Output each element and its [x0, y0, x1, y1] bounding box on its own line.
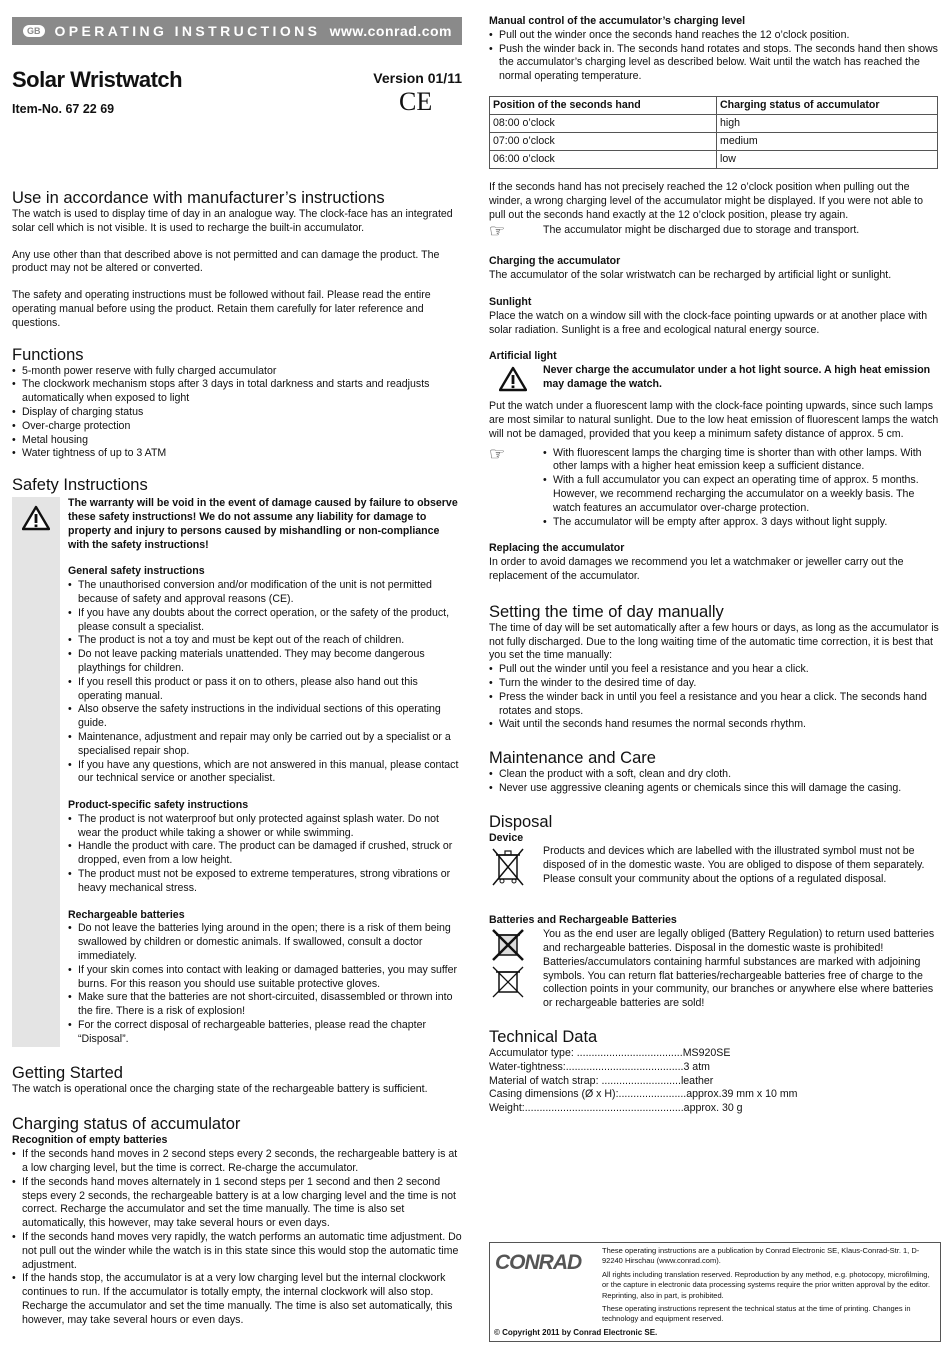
technical-row	[489, 1088, 939, 1102]
section-manual-control	[489, 15, 939, 242]
list-item: • If you have any doubts about the correct operation, or the safety of the product, please consult a specialist.	[68, 607, 462, 635]
list-item: • The accumulator will be empty after approx. 3 days without light supply.	[543, 516, 939, 530]
list-item: • Also observe the safety instructions in the individual sections of this operating guide.	[68, 703, 462, 731]
section-getting-started	[12, 1063, 462, 1097]
batteries-block	[489, 928, 939, 1011]
list-item: • Clean the product with a soft, clean and dry cloth.	[489, 768, 939, 782]
list-item: • With a full accumulator you can expect an operating time of approx. 5 months. However, we recommend recharging the accumulator on a weekly basis. The watch features an accumulator over-charge protection.	[543, 474, 939, 515]
language-badge: GB	[23, 25, 45, 37]
sunlight-text: Place the watch on a window sill with the clock-face pointing upwards or at another place with solar radiation. Sunlight is a free and ecological natural energy source.	[489, 309, 928, 336]
tech-value: approx. 30 g	[683, 1102, 743, 1115]
getting-started-text: The watch is operational once the charging state of the rechargeable battery is sufficient.	[12, 1082, 428, 1095]
manual-control-title: Manual control of the accumulator’s charging level	[489, 15, 746, 27]
replace-title: Replacing the accumulator	[489, 542, 625, 555]
imprint-text	[602, 1246, 936, 1325]
list-item: • Metal housing	[12, 434, 462, 448]
list-item: • If the hands stop, the accumulator is at a very low charging level but the internal clockwork continues to run. If the accumulator is totally empty, the internal clockwork will also stop. Recharge the accumulator and set the time manually. The time is also set automatically, this however, may take several hours or even days.	[12, 1272, 462, 1327]
product-safety-list	[68, 813, 462, 896]
copyright: © Copyright 2011 by Conrad Electronic SE.	[494, 1328, 658, 1337]
header-title: OPERATING INSTRUCTIONS	[54, 23, 321, 39]
list-item: • The product must not be exposed to extreme temperatures, strong vibrations or heavy mechanical stress.	[68, 868, 462, 896]
list-item: • 5-month power reserve with fully charged accumulator	[12, 365, 462, 379]
list-item: • If the seconds hand moves very rapidly, the watch performs an automatic time adjustment. Do not pull out the winder while the watch is in this state since this would stop the automatic time adjustment.	[12, 1231, 462, 1272]
storage-note	[489, 221, 939, 242]
tech-value: leather	[680, 1074, 714, 1087]
setting-time-title: Setting the time of day manually	[489, 602, 724, 621]
battery-bin-icon	[489, 928, 527, 964]
safety-title: Safety Instructions	[12, 476, 148, 495]
list-item: • The product is not waterproof but only protected against splash water. Do not wear the product while taking a shower or while swimming.	[68, 813, 462, 841]
section-charging-status	[12, 1114, 462, 1327]
table-cell: 08:00 o’clock	[490, 114, 717, 132]
list-item: • Wait until the seconds hand resumes the normal seconds rhythm.	[489, 718, 939, 732]
battery-bin-icons	[489, 928, 543, 1011]
lamp-notes	[489, 443, 939, 530]
maintenance-list	[489, 768, 939, 796]
technical-row	[489, 1075, 939, 1089]
list-item: • Display of charging status	[12, 406, 462, 420]
charging-status-list	[12, 1148, 462, 1327]
right-column	[489, 15, 939, 1116]
product-title: Solar Wristwatch	[12, 67, 183, 92]
list-item: • If the seconds hand moves in 2 second steps every 2 seconds, the rechargeable battery is at a low charging level, but the time is correct. Re-charge the accumulator.	[12, 1148, 462, 1176]
table-cell: 07:00 o’clock	[490, 132, 717, 150]
list-item: • If you resell this product or pass it on to others, please also hand out this operating manual.	[68, 676, 462, 704]
table-row	[490, 150, 938, 168]
ce-mark-icon: CE	[399, 87, 433, 116]
list-item: • With fluorescent lamps the charging time is shorter than with other lamps. With other lamps with a higher heat emission keep a sufficient distance.	[543, 447, 939, 475]
artificial-text: Put the watch under a fluorescent lamp with the clock-face pointing upwards, since such lamps are most similar to natural sunlight. Due to the low heat emission of fluorescent lamps the watch will not be damaged, provided that you keep a minimum safety distance of approx. 5 cm.	[489, 400, 939, 440]
use-p3: The safety and operating instructions must be followed without fail. Please read the entire operating manual before using the product. Retain them carefully for later reference and questions.	[12, 289, 431, 329]
tech-leader-dots: ...........................	[601, 1074, 681, 1087]
artificial-light-title: Artificial light	[489, 350, 557, 363]
general-safety-list	[68, 579, 462, 786]
list-item: • If you have any questions, which are not answered in this manual, please contact our technical service or another specialist.	[68, 759, 462, 787]
section-use	[12, 188, 462, 331]
warning-icon	[22, 505, 50, 531]
warning-icon-wrap	[489, 364, 543, 393]
list-item: • Pull out the winder until you feel a resistance and you hear a click.	[489, 663, 939, 677]
table-header: Position of the seconds hand	[490, 96, 717, 114]
header-url[interactable]: www.conrad.com	[329, 23, 452, 39]
technical-row	[489, 1047, 939, 1061]
technical-row	[489, 1102, 939, 1116]
list-item: • Press the winder back in until you feel a resistance and you hear a click. The seconds hand rotates and stops.	[489, 691, 939, 719]
artificial-warning-text: Never charge the accumulator under a hot light source. A high heat emission may damage the watch.	[543, 364, 931, 390]
imprint-p3: These operating instructions represent the technical status at the time of printing. Changes in technology and equipment reserved.	[602, 1304, 911, 1324]
list-item: • For the correct disposal of rechargeable batteries, please read the chapter “Disposal”.	[68, 1019, 462, 1047]
table-cell: low	[717, 150, 938, 168]
batteries-title: Batteries and Rechargeable Batteries	[489, 914, 677, 927]
left-column	[12, 0, 462, 1328]
artificial-warning	[489, 364, 939, 393]
charging-text: The accumulator of the solar wristwatch can be recharged by artificial light or sunlight.	[489, 269, 892, 282]
list-item: • Make sure that the batteries are not short-circuited, disassembled or thrown into the fire. There is a risk of explosion!	[68, 991, 462, 1019]
tech-leader-dots: ....................................	[576, 1047, 683, 1060]
list-item: • Do not leave the batteries lying around in the open; there is a risk of them being swallowed by children or domestic animals. If swallowed, consult a doctor immediately.	[68, 922, 462, 963]
batteries-text: You as the end user are legally obliged (Battery Regulation) to return used batteries and rechargeable batteries. Disposal in the domestic waste is prohibited! Batteries/accumulators containing harmful substances are marked with adjoining symbols. You can return flat batteries/rechargeable batteries free of charge to the collection points in your community, our branches or anywhere else where batteries or rechargeable batteries are sold!	[543, 928, 935, 1010]
safety-sidebar	[12, 497, 60, 1046]
batteries-safety-list	[68, 922, 462, 1046]
table-row	[490, 114, 938, 132]
imprint-box	[489, 1242, 941, 1342]
safety-box	[12, 497, 462, 1046]
list-item: • Pull out the winder once the seconds hand reaches the 12 o’clock position.	[489, 29, 939, 43]
technical-title: Technical Data	[489, 1028, 598, 1047]
table-cell: medium	[717, 132, 938, 150]
storage-note-text: The accumulator might be discharged due to storage and transport.	[543, 224, 860, 237]
list-item: • The unauthorised conversion and/or modification of the unit is not permitted because of safety and approval reasons (CE).	[68, 579, 462, 607]
tech-leader-dots: ......................................................	[524, 1102, 684, 1115]
tech-label: Water-tightness:	[489, 1060, 566, 1073]
table-row	[490, 132, 938, 150]
tech-leader-dots: .......................	[618, 1088, 687, 1101]
device-text: Products and devices which are labelled with the illustrated symbol must not be disposed of in the domestic waste. You are obliged to dispose of them separately. Please consult your community about the options of a regulated disposal.	[543, 845, 925, 886]
charging-status-title: Charging status of accumulator	[12, 1115, 241, 1134]
list-item: • Water tightness of up to 3 ATM	[12, 447, 462, 461]
crossed-bin-icon-wrap	[489, 845, 543, 892]
lamp-notes-list	[543, 447, 939, 530]
use-title: Use in accordance with manufacturer’s instructions	[12, 189, 385, 207]
list-item: • Maintenance, adjustment and repair may only be carried out by a specialist or a specialised repair shop.	[68, 731, 462, 759]
tech-leader-dots: ........................................	[565, 1060, 684, 1073]
tech-label: Material of watch strap:	[489, 1074, 602, 1087]
technical-row	[489, 1061, 939, 1075]
functions-list	[12, 365, 462, 462]
list-item: • Handle the product with care. The product can be damaged if crushed, struck or dropped, even from a low height.	[68, 840, 462, 868]
tech-value: approx.39 mm x 10 mm	[686, 1088, 798, 1101]
tech-label: Weight:	[489, 1102, 525, 1115]
hand-pointer-icon: ☞	[489, 443, 506, 464]
tech-label: Casing dimensions (Ø x H):	[489, 1088, 619, 1101]
replace-text: In order to avoid damages we recommend you let a watchmaker or jeweller carry out the replacement of the accumulator.	[489, 556, 904, 582]
imprint-p2: All rights including translation reserved. Reproduction by any method, e.g. photocopy, microfilming, or the capture in electronic data processing systems require the prior written approval by the editor. Reprinting, also in part, is prohibited.	[602, 1269, 931, 1300]
product-safety-title: Product-specific safety instructions	[68, 799, 249, 812]
tech-value: MS920SE	[682, 1047, 731, 1060]
use-p1: The watch is used to display time of day in an analogue way. The clock-face has an integrated solar cell which is not visible. It is used to recharge the built-in accumulator.	[12, 208, 453, 234]
section-maintenance	[489, 748, 939, 796]
table-cell: 06:00 o’clock	[490, 150, 717, 168]
section-technical	[489, 1027, 939, 1116]
general-safety-title: General safety instructions	[68, 565, 205, 578]
setting-time-list	[489, 663, 939, 732]
list-item: • Turn the winder to the desired time of day.	[489, 677, 939, 691]
section-safety	[12, 475, 462, 1046]
list-item: • The clockwork mechanism stops after 3 days in total darkness and starts and readjusts automatically when exposed to light	[12, 378, 462, 406]
version-label: Version 01/11	[373, 70, 462, 86]
table-header-row	[490, 96, 938, 114]
section-disposal	[489, 812, 939, 1011]
manual-control-list	[489, 29, 939, 84]
section-functions	[12, 345, 462, 462]
imprint-p1: These operating instructions are a publication by Conrad Electronic SE, Klaus-Conrad-Str. 1, D-92240 Hirschau (www.conrad.com).	[602, 1246, 920, 1266]
title-block	[12, 67, 462, 147]
maintenance-title: Maintenance and Care	[489, 749, 656, 768]
crossed-bin-icon	[489, 847, 527, 891]
device-title: Device	[489, 831, 524, 844]
setting-time-text: The time of day will be set automatically after a few hours or days, as long as the accumulator is not fully discharged. Due to the long waiting time of the automatic time correction, it is best that you set the time manually:	[489, 621, 939, 662]
use-p2: Any use other than that described above is not permitted and can damage the product. The product may not be altered or converted.	[12, 248, 440, 275]
disposal-title: Disposal	[489, 812, 553, 831]
list-item: • If the seconds hand moves alternately in 1 second steps per 1 second and then 2 second steps every 2 seconds, the rechargeable battery is at a low charging level and the time is not correct. Recharge the accumulator and set the time manually. The time is also set automatically, this however, may take several hours or even days.	[12, 1176, 462, 1231]
list-item: • If your skin comes into contact with leaking or damaged batteries, you may suffer burns. For this reason you should use suitable protective gloves.	[68, 964, 462, 992]
header-bar	[12, 17, 462, 45]
charging-level-table	[489, 96, 938, 169]
section-setting-time	[489, 602, 939, 732]
tech-label: Accumulator type:	[489, 1047, 577, 1060]
table-cell: high	[717, 114, 938, 132]
safety-warning: The warranty will be void in the event of damage caused by failure to observe these safety instructions! We do not assume any liability for damage to property and injury to persons caused by mishandling or non-compliance with the safety instructions!	[68, 497, 458, 551]
conrad-logo: CONRAD	[495, 1251, 582, 1274]
list-item: • Do not leave packing materials unattended. They may become dangerous playthings for children.	[68, 648, 462, 676]
batteries-safety-title: Rechargeable batteries	[68, 908, 185, 921]
manual-control-after: If the seconds hand has not precisely reached the 12 o’clock position when pulling out the winder, a wrong charging level of the accumulator might be displayed. If you were not able to pull out the seconds hand exactly at the 12 o’clock position, please try again.	[489, 180, 924, 221]
functions-title: Functions	[12, 345, 84, 364]
list-item: • The product is not a toy and must be kept out of the reach of children.	[68, 634, 462, 648]
crossed-bin-icon	[489, 965, 527, 1001]
warning-icon	[499, 366, 527, 392]
charging-title: Charging the accumulator	[489, 255, 621, 268]
getting-started-title: Getting Started	[12, 1063, 123, 1082]
device-block	[489, 845, 939, 892]
section-charging	[489, 255, 939, 583]
tech-value: 3 atm	[683, 1060, 710, 1073]
list-item: • Never use aggressive cleaning agents or chemicals since this will damage the casing.	[489, 782, 939, 796]
sunlight-title: Sunlight	[489, 295, 532, 308]
item-number: Item-No. 67 22 69	[12, 102, 115, 116]
safety-content	[60, 497, 462, 1046]
charging-status-sub: Recognition of empty batteries	[12, 1134, 168, 1147]
list-item: • Push the winder back in. The seconds hand rotates and stops. The seconds hand then shows the accumulator’s charging level as described below. Wait until the watch has reached the normal operating temperature.	[489, 43, 939, 84]
table-header: Charging status of accumulator	[717, 96, 938, 114]
list-item: • Over-charge protection	[12, 420, 462, 434]
hand-pointer-icon: ☞	[489, 221, 506, 242]
